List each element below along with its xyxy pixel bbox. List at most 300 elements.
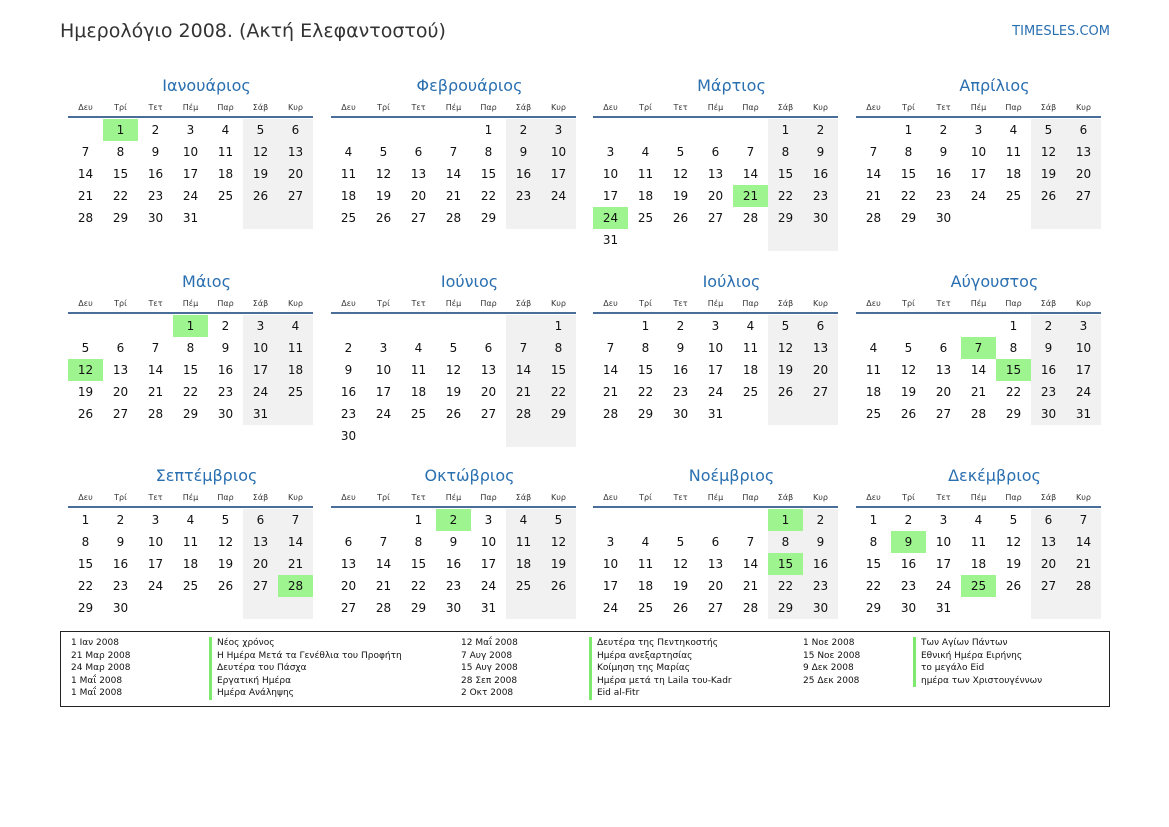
empty-cell (733, 229, 768, 251)
day-cell: 15 (480, 167, 497, 181)
empty-cell (803, 403, 838, 425)
day-cell: 11 (410, 363, 427, 377)
day-cell: 10 (375, 363, 392, 377)
weekday-label: Κυρ (288, 299, 303, 308)
weekday-header (593, 490, 838, 508)
day-cell: 25 (278, 381, 313, 403)
day-cell: 1 (1009, 319, 1018, 333)
day-cell: 11 (340, 167, 357, 181)
weekday-label: Κυρ (813, 299, 828, 308)
day-cell: 4 (746, 319, 755, 333)
legend-date: 25 Δεκ 2008 (803, 675, 860, 686)
weekday-label: Τρί (902, 493, 915, 502)
day-cell: 25 (637, 601, 654, 615)
month-name: Μάιος (182, 272, 231, 291)
day-cell: 22 (182, 385, 199, 399)
month-name: Νοέμβριος (688, 466, 775, 485)
weekday-header (593, 296, 838, 314)
day-cell: 1 (869, 513, 878, 527)
day-grid (593, 315, 838, 425)
empty-cell (366, 425, 401, 447)
day-cell: 30 (1031, 403, 1066, 425)
day-cell: 30 (340, 429, 357, 443)
weekday-label: Παρ (480, 493, 497, 502)
day-cell: 16 (900, 557, 917, 571)
empty-cell (68, 119, 103, 141)
day-cell: 14 (445, 167, 462, 181)
day-cell: 28 (375, 601, 392, 615)
month-block (856, 268, 1101, 425)
day-cell: 18 (637, 189, 654, 203)
empty-cell (243, 207, 278, 229)
weekday-label: Πέμ (707, 299, 724, 308)
day-cell: 16 (1031, 359, 1066, 381)
day-cell: 8 (641, 341, 650, 355)
day-cell: 18 (1005, 167, 1022, 181)
day-cell: 16 (803, 163, 838, 185)
day-cell: 13 (480, 363, 497, 377)
day-cell: 14 (742, 557, 759, 571)
day-cell: 16 (112, 557, 129, 571)
weekday-label: Παρ (742, 493, 759, 502)
day-cell: 11 (970, 535, 987, 549)
weekday-label: Τετ (148, 299, 163, 308)
weekday-label: Σάβ (252, 493, 269, 502)
month-name: Ιούλιος (702, 272, 761, 291)
empty-cell (856, 315, 891, 337)
day-cell: 23 (112, 579, 129, 593)
weekday-label: Παρ (1005, 299, 1022, 308)
weekday-label: Τετ (411, 493, 426, 502)
weekday-label: Πέμ (707, 103, 724, 112)
weekday-label: Δευ (866, 493, 881, 502)
day-cell: 6 (1031, 509, 1066, 531)
day-cell: 23 (803, 575, 838, 597)
empty-cell (1031, 207, 1066, 229)
day-cell: 19 (672, 189, 689, 203)
day-cell: 17 (602, 189, 619, 203)
day-cell: 29 (480, 211, 497, 225)
weekday-label: Τετ (673, 493, 688, 502)
day-cell: 4 (641, 535, 650, 549)
day-grid (593, 119, 838, 251)
weekday-label: Κυρ (813, 103, 828, 112)
day-cell: 5 (541, 509, 576, 531)
day-cell: 19 (375, 189, 392, 203)
day-cell: 3 (151, 513, 160, 527)
weekday-label: Τετ (411, 299, 426, 308)
legend-holiday-name: το μεγάλο Eid (913, 662, 984, 675)
day-cell: 9 (676, 341, 685, 355)
day-cell: 24 (1066, 381, 1101, 403)
empty-cell (208, 597, 243, 619)
day-cell: 12 (375, 167, 392, 181)
day-cell: 18 (217, 167, 234, 181)
day-cell: 31 (935, 601, 952, 615)
weekday-label: Τρί (639, 103, 652, 112)
day-cell: 12 (541, 531, 576, 553)
weekday-label: Τρί (377, 493, 390, 502)
day-cell: 26 (243, 185, 278, 207)
day-cell: 12 (1005, 535, 1022, 549)
day-cell: 12 (900, 363, 917, 377)
weekday-label: Σάβ (1040, 299, 1057, 308)
day-cell: 28 (77, 211, 94, 225)
day-cell: 27 (340, 601, 357, 615)
day-cell: 25 (182, 579, 199, 593)
weekday-label: Πέμ (707, 493, 724, 502)
day-cell: 16 (147, 167, 164, 181)
day-cell: 14 (77, 167, 94, 181)
day-cell: 29 (541, 403, 576, 425)
day-cell: 29 (768, 597, 803, 619)
day-cell: 15 (637, 363, 654, 377)
day-cell: 30 (935, 211, 952, 225)
holiday-day-cell: 15 (996, 359, 1031, 381)
holiday-day-cell: 1 (173, 315, 208, 337)
day-cell: 6 (344, 535, 353, 549)
day-cell: 26 (77, 407, 94, 421)
day-cell: 29 (637, 407, 654, 421)
day-cell: 3 (379, 341, 388, 355)
day-cell: 9 (1031, 337, 1066, 359)
empty-cell (698, 509, 733, 531)
empty-cell (366, 509, 401, 531)
day-cell: 10 (243, 337, 278, 359)
day-cell: 29 (410, 601, 427, 615)
weekday-label: Κυρ (288, 103, 303, 112)
day-cell: 20 (803, 359, 838, 381)
weekday-label: Πέμ (970, 103, 987, 112)
day-cell: 14 (1066, 531, 1101, 553)
day-cell: 7 (449, 145, 458, 159)
empty-cell (331, 315, 366, 337)
weekday-label: Σάβ (515, 493, 532, 502)
day-cell: 9 (803, 141, 838, 163)
day-cell: 4 (221, 123, 230, 137)
day-cell: 10 (1066, 337, 1101, 359)
day-cell: 16 (340, 385, 357, 399)
holiday-day-cell: 15 (768, 553, 803, 575)
empty-cell (401, 119, 436, 141)
day-cell: 31 (1066, 403, 1101, 425)
month-name: Αύγουστος (950, 272, 1039, 291)
month-block (68, 72, 313, 229)
weekday-label: Τετ (936, 103, 951, 112)
weekday-label: Δευ (866, 299, 881, 308)
weekday-label: Παρ (217, 103, 234, 112)
empty-cell (733, 403, 768, 425)
empty-cell (663, 119, 698, 141)
day-cell: 2 (344, 341, 353, 355)
day-cell: 29 (865, 601, 882, 615)
empty-cell (593, 119, 628, 141)
weekday-label: Σάβ (252, 103, 269, 112)
holiday-day-cell: 7 (961, 337, 996, 359)
day-cell: 21 (1066, 553, 1101, 575)
day-cell: 30 (147, 211, 164, 225)
day-cell: 17 (243, 359, 278, 381)
empty-cell (961, 207, 996, 229)
day-cell: 16 (935, 167, 952, 181)
weekday-label: Δευ (866, 103, 881, 112)
weekday-label: Παρ (1005, 103, 1022, 112)
legend-date: 15 Αυγ 2008 (461, 663, 518, 673)
day-cell: 12 (768, 337, 803, 359)
empty-cell (471, 425, 506, 447)
day-cell: 13 (1031, 531, 1066, 553)
day-cell: 25 (1005, 189, 1022, 203)
day-grid (68, 315, 313, 425)
day-cell: 29 (112, 211, 129, 225)
month-block (331, 72, 576, 229)
day-cell: 3 (541, 119, 576, 141)
holiday-day-cell: 1 (103, 119, 138, 141)
day-cell: 17 (147, 557, 164, 571)
holiday-day-cell: 12 (68, 359, 103, 381)
legend-holiday-name: Ημέρα Ανάληψης (209, 687, 294, 700)
day-cell: 6 (803, 315, 838, 337)
empty-cell (628, 509, 663, 531)
day-cell: 21 (602, 385, 619, 399)
day-cell: 29 (77, 601, 94, 615)
weekday-header (331, 100, 576, 118)
day-cell: 28 (865, 211, 882, 225)
day-cell: 7 (1066, 509, 1101, 531)
day-cell: 3 (711, 319, 720, 333)
legend-date: 12 Μαΐ 2008 (461, 638, 518, 648)
day-cell: 26 (1031, 185, 1066, 207)
legend-date: 7 Αυγ 2008 (461, 650, 513, 661)
weekday-label: Τετ (148, 103, 163, 112)
empty-cell (1066, 207, 1101, 229)
day-cell: 30 (900, 601, 917, 615)
day-cell: 15 (541, 359, 576, 381)
holiday-day-cell: 2 (436, 509, 471, 531)
day-cell: 17 (602, 579, 619, 593)
day-cell: 25 (217, 189, 234, 203)
day-grid (856, 315, 1101, 425)
day-cell: 2 (803, 119, 838, 141)
day-cell: 26 (217, 579, 234, 593)
day-cell: 16 (672, 363, 689, 377)
weekday-label: Πέμ (182, 493, 199, 502)
day-cell: 13 (707, 557, 724, 571)
day-cell: 28 (506, 403, 541, 425)
empty-cell (663, 509, 698, 531)
day-cell: 24 (147, 579, 164, 593)
day-cell: 17 (375, 385, 392, 399)
page-title: Ημερολόγιο 2008. (Ακτή Ελεφαντοστού) (60, 20, 446, 42)
day-cell: 26 (541, 575, 576, 597)
month-block (593, 462, 838, 619)
weekday-label: Κυρ (551, 299, 566, 308)
weekday-label: Τετ (936, 299, 951, 308)
day-cell: 4 (869, 341, 878, 355)
month-block (593, 72, 838, 251)
day-cell: 3 (606, 145, 615, 159)
empty-cell (733, 119, 768, 141)
day-cell: 27 (803, 381, 838, 403)
site-link[interactable]: TIMESLES.COM (1012, 24, 1110, 39)
day-cell: 9 (803, 531, 838, 553)
weekday-label: Δευ (603, 103, 618, 112)
empty-cell (506, 207, 541, 229)
day-cell: 20 (480, 385, 497, 399)
weekday-label: Σάβ (777, 299, 794, 308)
day-cell: 2 (676, 319, 685, 333)
holiday-legend (60, 631, 1110, 707)
day-cell: 23 (147, 189, 164, 203)
day-cell: 22 (900, 189, 917, 203)
day-cell: 28 (147, 407, 164, 421)
holiday-day-cell: 21 (733, 185, 768, 207)
day-cell: 2 (506, 119, 541, 141)
day-cell: 5 (221, 513, 230, 527)
day-cell: 22 (768, 185, 803, 207)
month-block (331, 462, 576, 619)
day-cell: 5 (1009, 513, 1018, 527)
day-cell: 22 (865, 579, 882, 593)
weekday-label: Τετ (148, 493, 163, 502)
month-name: Μάρτιος (697, 76, 766, 95)
day-cell: 8 (414, 535, 423, 549)
weekday-label: Κυρ (551, 493, 566, 502)
day-cell: 15 (182, 363, 199, 377)
day-cell: 11 (865, 363, 882, 377)
empty-cell (768, 403, 803, 425)
empty-cell (103, 315, 138, 337)
day-cell: 2 (221, 319, 230, 333)
day-cell: 1 (541, 315, 576, 337)
legend-date: 24 Μαρ 2008 (71, 663, 131, 673)
day-cell: 5 (379, 145, 388, 159)
day-cell: 20 (1066, 163, 1101, 185)
legend-holiday-name: Η Ημέρα Μετά τα Γενέθλια του Προφήτη (209, 650, 402, 663)
day-cell: 6 (1066, 119, 1101, 141)
day-cell: 4 (1009, 123, 1018, 137)
day-cell: 25 (865, 407, 882, 421)
weekday-label: Δευ (341, 299, 356, 308)
day-cell: 27 (1066, 185, 1101, 207)
day-cell: 6 (116, 341, 125, 355)
day-cell: 25 (410, 407, 427, 421)
day-cell: 10 (935, 535, 952, 549)
day-grid (68, 509, 313, 619)
day-cell: 21 (375, 579, 392, 593)
empty-cell (331, 119, 366, 141)
day-cell: 18 (506, 553, 541, 575)
day-cell: 23 (900, 579, 917, 593)
day-cell: 2 (803, 509, 838, 531)
empty-cell (961, 597, 996, 619)
day-grid (331, 315, 576, 447)
empty-cell (541, 597, 576, 619)
day-cell: 2 (151, 123, 160, 137)
day-cell: 11 (742, 341, 759, 355)
weekday-label: Σάβ (777, 493, 794, 502)
day-cell: 18 (410, 385, 427, 399)
day-cell: 15 (768, 163, 803, 185)
weekday-header (856, 296, 1101, 314)
day-cell: 13 (112, 363, 129, 377)
weekday-label: Τρί (639, 299, 652, 308)
weekday-label: Τετ (673, 299, 688, 308)
empty-cell (891, 315, 926, 337)
day-cell: 1 (81, 513, 90, 527)
weekday-label: Πέμ (445, 299, 462, 308)
weekday-header (68, 100, 313, 118)
day-cell: 6 (414, 145, 423, 159)
day-cell: 8 (1009, 341, 1018, 355)
empty-cell (506, 315, 541, 337)
holiday-day-cell: 25 (961, 575, 996, 597)
day-cell: 17 (541, 163, 576, 185)
weekday-label: Δευ (78, 493, 93, 502)
day-cell: 21 (506, 381, 541, 403)
day-cell: 30 (445, 601, 462, 615)
day-cell: 5 (1031, 119, 1066, 141)
day-cell: 8 (484, 145, 493, 159)
day-cell: 13 (803, 337, 838, 359)
day-cell: 20 (1031, 553, 1066, 575)
day-cell: 30 (803, 597, 838, 619)
weekday-label: Τρί (114, 493, 127, 502)
empty-cell (541, 207, 576, 229)
weekday-label: Κυρ (1076, 103, 1091, 112)
day-cell: 7 (606, 341, 615, 355)
day-cell: 10 (541, 141, 576, 163)
empty-cell (138, 315, 173, 337)
holiday-day-cell: 28 (278, 575, 313, 597)
day-cell: 31 (182, 211, 199, 225)
weekday-header (68, 490, 313, 508)
weekday-label: Πέμ (445, 103, 462, 112)
day-cell: 23 (445, 579, 462, 593)
month-name: Σεπτέμβριος (155, 466, 258, 485)
weekday-label: Πέμ (182, 299, 199, 308)
day-cell: 30 (803, 207, 838, 229)
legend-holiday-name: Ημέρα μετά τη Laila του-Kadr (589, 675, 732, 688)
day-cell: 8 (904, 145, 913, 159)
day-cell: 10 (970, 145, 987, 159)
day-cell: 27 (243, 575, 278, 597)
day-cell: 1 (768, 119, 803, 141)
day-cell: 8 (186, 341, 195, 355)
weekday-header (68, 296, 313, 314)
day-cell: 7 (151, 341, 160, 355)
day-cell: 22 (1005, 385, 1022, 399)
empty-cell (698, 119, 733, 141)
day-cell: 15 (410, 557, 427, 571)
day-cell: 21 (970, 385, 987, 399)
weekday-label: Κυρ (551, 103, 566, 112)
day-cell: 18 (637, 579, 654, 593)
day-cell: 20 (707, 579, 724, 593)
month-name: Ιούνιος (440, 272, 499, 291)
day-cell: 18 (340, 189, 357, 203)
day-cell: 19 (217, 557, 234, 571)
day-cell: 9 (939, 145, 948, 159)
weekday-label: Παρ (480, 103, 497, 112)
day-cell: 5 (243, 119, 278, 141)
day-cell: 3 (484, 513, 493, 527)
day-cell: 12 (672, 557, 689, 571)
day-cell: 24 (707, 385, 724, 399)
day-cell: 11 (637, 557, 654, 571)
day-cell: 15 (77, 557, 94, 571)
day-cell: 18 (970, 557, 987, 571)
